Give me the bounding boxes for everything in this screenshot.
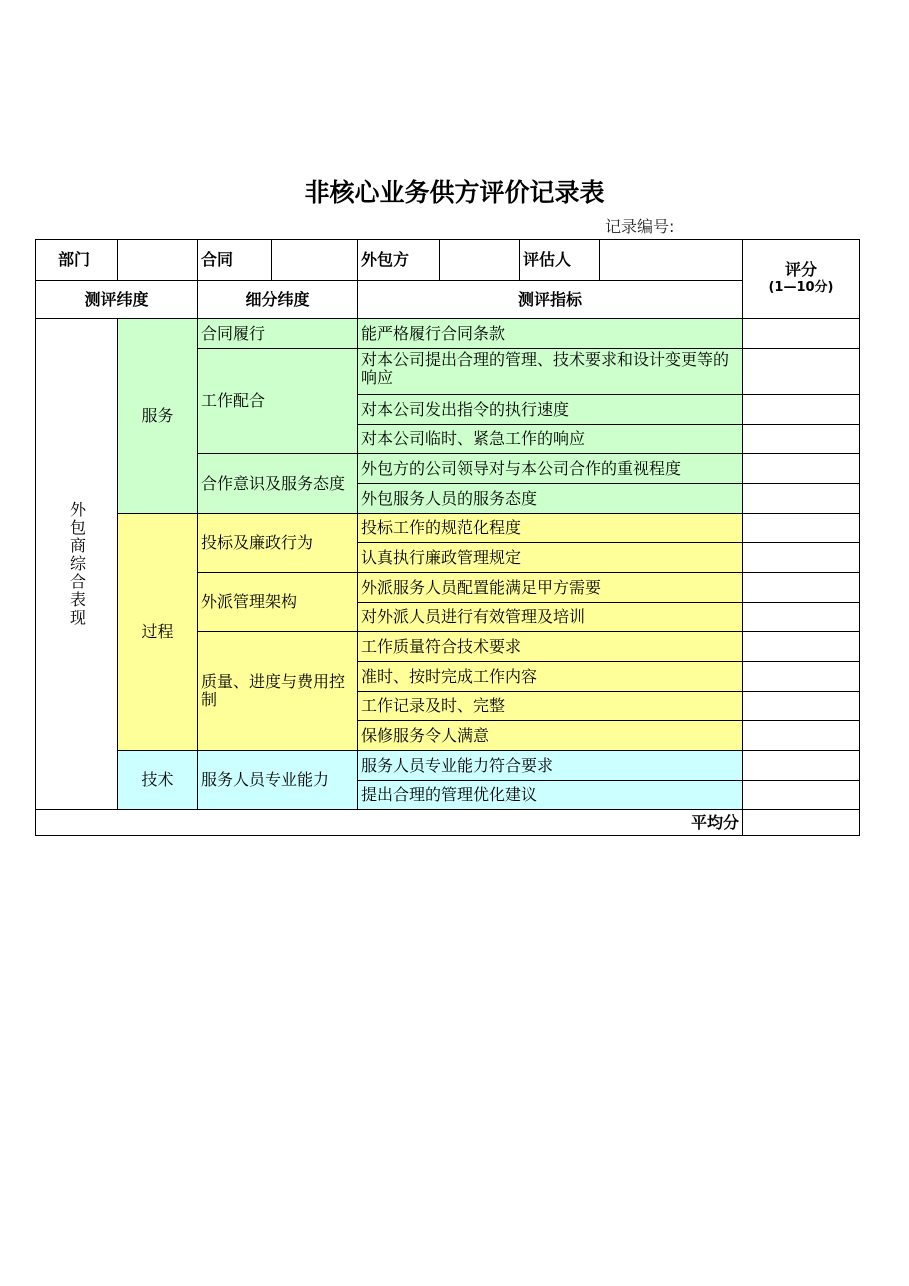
- indicator-row: 工作记录及时、完整: [358, 692, 743, 721]
- score-cell[interactable]: [743, 573, 859, 603]
- score-cell[interactable]: [743, 319, 859, 349]
- subdimension-header: 细分纬度: [198, 281, 358, 319]
- subdim-bidding-integrity: 投标及廉政行为: [198, 514, 358, 573]
- score-cell[interactable]: [743, 484, 859, 514]
- dimension-header: 测评纬度: [36, 281, 198, 319]
- score-range: (1—10分): [768, 280, 834, 295]
- subdim-cooperation-attitude: 合作意识及服务态度: [198, 454, 358, 514]
- indicator-row: 外派服务人员配置能满足甲方需要: [358, 573, 743, 603]
- score-cell[interactable]: [743, 721, 859, 751]
- indicator-row: 对外派人员进行有效管理及培训: [358, 603, 743, 632]
- indicator-row: 投标工作的规范化程度: [358, 514, 743, 543]
- score-header: [743, 240, 859, 319]
- subdim-management-structure: 外派管理架构: [198, 573, 358, 632]
- score-cell[interactable]: [743, 751, 859, 781]
- evaluator-value-field[interactable]: [600, 240, 743, 281]
- contract-value-field[interactable]: [272, 240, 358, 281]
- score-cell[interactable]: [743, 662, 859, 692]
- indicator-row: 服务人员专业能力符合要求: [358, 751, 743, 781]
- group-process: 过程: [118, 514, 198, 751]
- dept-label: 部门: [36, 240, 118, 281]
- subdim-work-cooperation: 工作配合: [198, 349, 358, 454]
- subdim-quality-control: 质量、进度与费用控制: [198, 632, 358, 751]
- score-cell[interactable]: [743, 349, 859, 395]
- score-cell[interactable]: [743, 632, 859, 662]
- indicator-row: 工作质量符合技术要求: [358, 632, 743, 662]
- subdim-contract-performance: 合同履行: [198, 319, 358, 349]
- group-tech: 技术: [118, 751, 198, 810]
- score-cell[interactable]: [743, 395, 859, 425]
- record-number-label: 记录编号:: [605, 217, 675, 236]
- indicator-row: 准时、按时完成工作内容: [358, 662, 743, 692]
- outsourcer-value-field[interactable]: [440, 240, 520, 281]
- score-cell[interactable]: [743, 543, 859, 573]
- outsourcer-label: 外包方: [358, 240, 440, 281]
- overall-performance-label: 外包商综合表现: [36, 319, 118, 810]
- indicator-row: 对本公司提出合理的管理、技术要求和设计变更等的响应: [358, 349, 743, 395]
- indicator-row: 对本公司临时、紧急工作的响应: [358, 425, 743, 454]
- indicator-row: 提出合理的管理优化建议: [358, 781, 743, 810]
- average-score-cell[interactable]: [743, 810, 859, 835]
- contract-label: 合同: [198, 240, 272, 281]
- score-cell[interactable]: [743, 514, 859, 543]
- dept-value-field[interactable]: [118, 240, 198, 281]
- indicator-header: 测评指标: [358, 281, 743, 319]
- subdim-staff-competence: 服务人员专业能力: [198, 751, 358, 810]
- score-cell[interactable]: [743, 425, 859, 454]
- indicator-row: 认真执行廉政管理规定: [358, 543, 743, 573]
- average-label: 平均分: [36, 810, 743, 835]
- evaluator-label: 评估人: [520, 240, 600, 281]
- score-cell[interactable]: [743, 603, 859, 632]
- page-title: 非核心业务供方评价记录表: [304, 178, 605, 207]
- score-cell[interactable]: [743, 692, 859, 721]
- indicator-row: 外包方的公司领导对与本公司合作的重视程度: [358, 454, 743, 484]
- score-title: 评分: [784, 260, 817, 279]
- group-service: 服务: [118, 319, 198, 514]
- score-cell[interactable]: [743, 781, 859, 810]
- indicator-row: 能严格履行合同条款: [358, 319, 743, 349]
- indicator-row: 保修服务令人满意: [358, 721, 743, 751]
- evaluation-table: [35, 239, 860, 836]
- score-cell[interactable]: [743, 454, 859, 484]
- indicator-row: 对本公司发出指令的执行速度: [358, 395, 743, 425]
- indicator-row: 外包服务人员的服务态度: [358, 484, 743, 514]
